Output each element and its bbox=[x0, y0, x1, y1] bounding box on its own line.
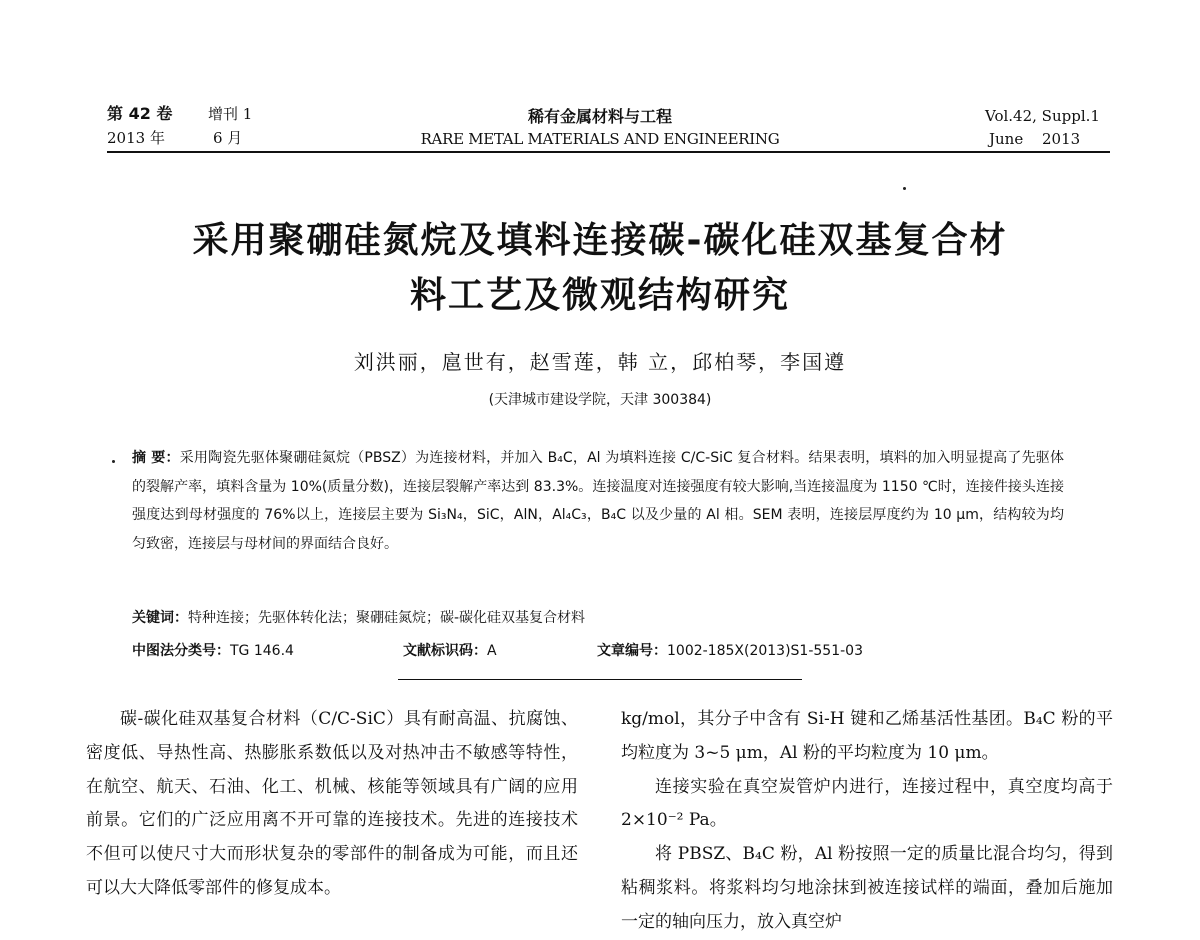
margin-bullet bbox=[112, 460, 115, 463]
keywords bbox=[132, 607, 585, 627]
affiliation: (天津城市建设学院，天津 300384) bbox=[488, 392, 712, 408]
journal-title-cn: 稀有金属材料与工程 bbox=[527, 107, 672, 126]
article-number-value: 1002-185X(2013)S1-551-03 bbox=[667, 643, 863, 659]
paper-title-line-1: 采用聚硼硅氮烷及填料连接碳-碳化硅双基复合材 bbox=[192, 220, 1008, 261]
body-paragraph: 连接实验在真空炭管炉内进行，连接过程中，真空度均高于 2×10⁻² Pa。 bbox=[621, 776, 1113, 831]
journal-title-en: RARE METAL MATERIALS AND ENGINEERING bbox=[420, 130, 780, 148]
body-paragraph: 将 PBSZ、B₄C 粉，Al 粉按照一定的质量比混合均匀，得到粘稠浆料。将浆料均匀地涂抹到被连接试样的端面，叠加后施加一定的轴向压力，放入真空炉 bbox=[621, 844, 1113, 932]
article-number-label: 文章编号： bbox=[597, 643, 667, 659]
abstract-divider bbox=[398, 679, 802, 680]
body-paragraph: kg/mol，其分子中含有 Si-H 键和乙烯基活性基团。B₄C 粉的平均粒度为 3~5 μm，Al 粉的平均粒度为 10 μm。 bbox=[621, 709, 1113, 763]
volume-en: Vol.42, Suppl.1 bbox=[985, 107, 1100, 125]
month-cn: 6 月 bbox=[213, 129, 243, 147]
abstract-label: 摘 要： bbox=[132, 450, 180, 466]
article-number bbox=[597, 640, 863, 660]
author-list: 刘洪丽，扈世有，赵雪莲，韩 立，邱柏琴，李国遵 bbox=[353, 350, 847, 374]
supplement-cn: 增刊 1 bbox=[208, 105, 253, 123]
abstract bbox=[132, 444, 1064, 558]
year-cn: 2013 年 bbox=[107, 129, 165, 147]
keywords-label: 关键词： bbox=[132, 610, 188, 626]
body-column-right bbox=[621, 703, 1113, 940]
body-column-left bbox=[86, 703, 578, 906]
document-code-value: A bbox=[487, 643, 497, 659]
header-rule bbox=[107, 151, 1110, 153]
clc-label: 中图法分类号： bbox=[132, 643, 230, 659]
volume-cn: 第 42 卷 bbox=[107, 104, 173, 123]
clc-number bbox=[132, 640, 294, 660]
paper-title-line-2: 料工艺及微观结构研究 bbox=[409, 275, 790, 316]
clc-value: TG 146.4 bbox=[230, 643, 294, 659]
date-en: June 2013 bbox=[989, 130, 1081, 148]
speck-mark bbox=[903, 187, 906, 190]
keywords-text: 特种连接；先驱体转化法；聚硼硅氮烷；碳-碳化硅双基复合材料 bbox=[188, 610, 586, 626]
document-code bbox=[403, 640, 497, 660]
abstract-text: 采用陶瓷先驱体聚硼硅氮烷（PBSZ）为连接材料，并加入 B₄C，Al 为填料连接 C/C-SiC 复合材料。结果表明，填料的加入明显提高了先驱体的裂解产率，填料含量为 10%(质量分数)，连接层裂解产率达到 83.3%。连接温度对连接强度有较大影响,当连接温度为 1150 ℃时，连接件接头连接强度达到母材强度的 76%以上，连接层主要为 Si₃N₄，SiC，AlN，Al₄C₃，B₄C 以及少量的 Al 相。SEM 表明，连接层厚度约为 10 μm，结构较为均匀致密，连接层与母材间的界面结合良好。 bbox=[132, 450, 1065, 552]
body-paragraph: 碳-碳化硅双基复合材料（C/C-SiC）具有耐高温、抗腐蚀、密度低、导热性高、热膨胀系数低以及对热冲击不敏感等特性，在航空、航天、石油、化工、机械、核能等领域具有广阔的应用前景。它们的广泛应用离不开可靠的连接技术。先进的连接技术不但可以使尺寸大而形状复杂的零部件的制备成为可能，而且还可以大大降低零部件的修复成本。 bbox=[86, 709, 578, 898]
document-code-label: 文献标识码： bbox=[403, 643, 487, 659]
